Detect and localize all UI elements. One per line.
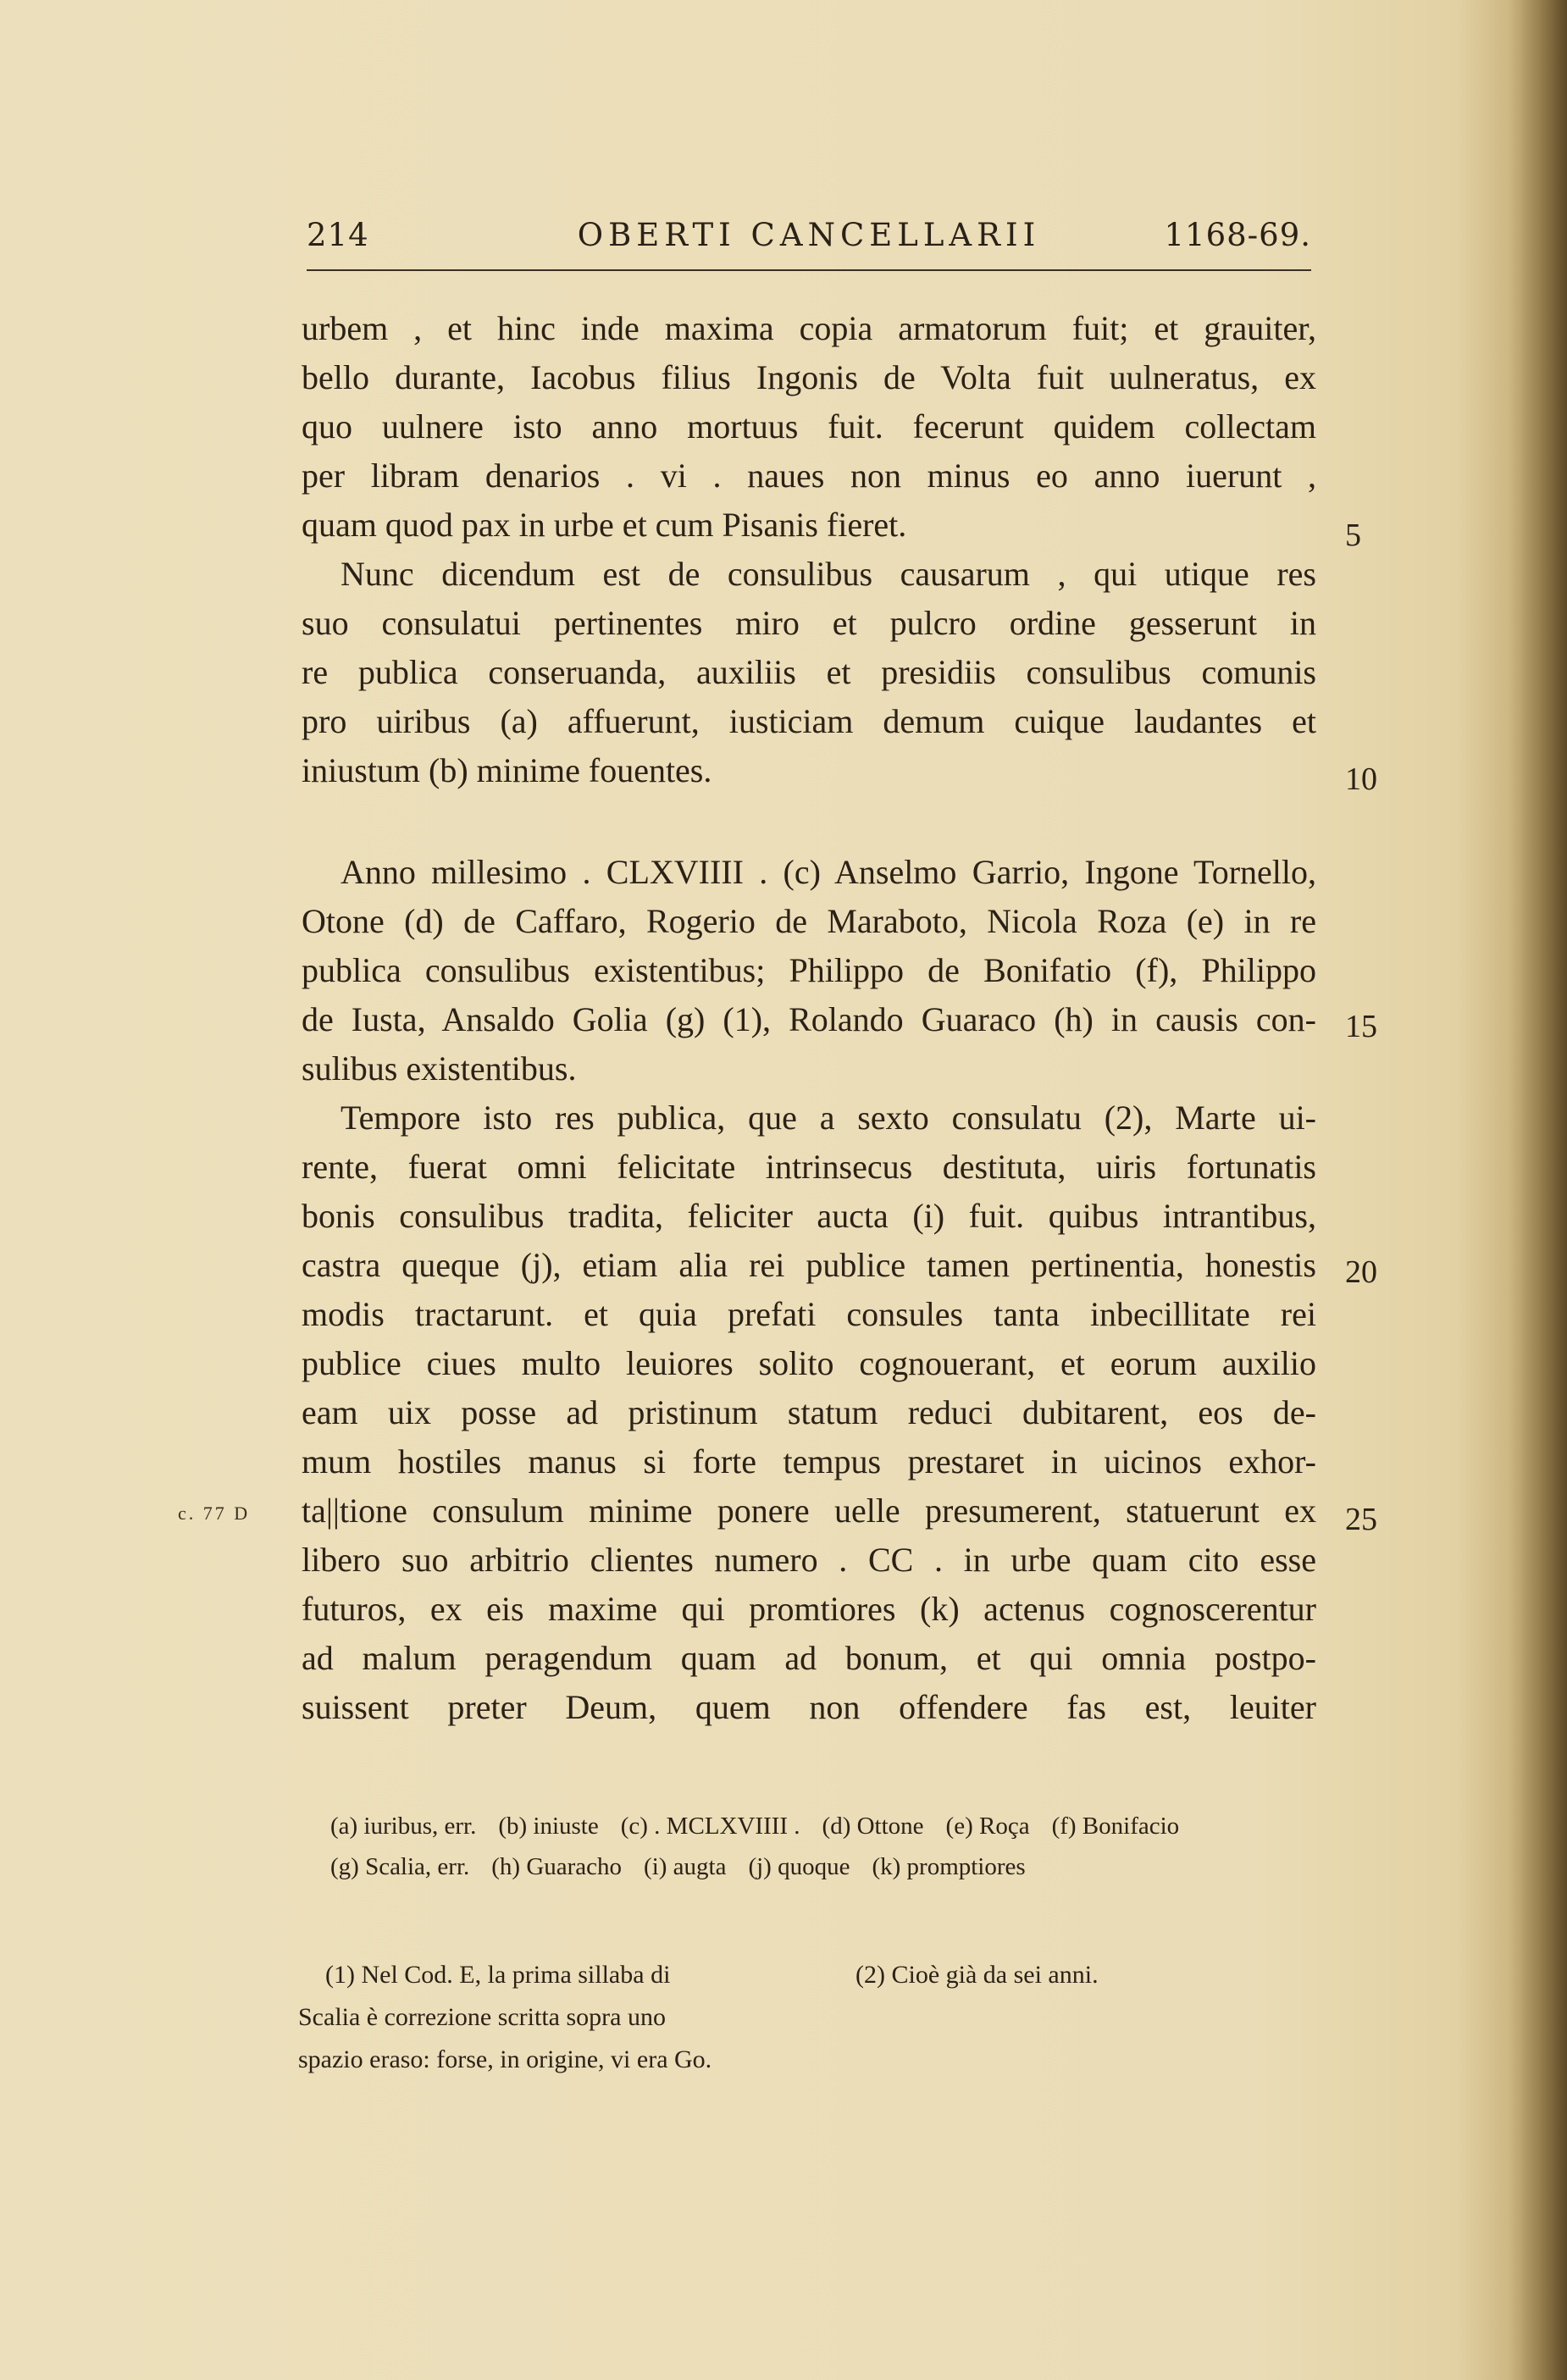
note-1-line: spazio eraso: forse, in origine, vi era Go. (298, 2045, 712, 2073)
text-line: sulibus existentibus. (302, 1049, 577, 1088)
text-line: pro uiribus (a) affuerunt, iusticiam demum cuique laudantes et (302, 702, 1316, 740)
text-line: Anno millesimo . CLXVIIII . (c) Anselmo Garrio, Ingone Tornello, (341, 853, 1316, 891)
text-line: rente, fuerat omni felicitate intrinsecus destituta, uiris fortunatis (302, 1148, 1316, 1186)
text-line: eam uix posse ad pristinum statum reduci dubitarent, eos de- (302, 1393, 1316, 1431)
line-number: 10 (1345, 761, 1377, 797)
apparatus-entry: (i) augta (644, 1853, 727, 1880)
apparatus-row (330, 1807, 1313, 1846)
note-1-line: Scalia è correzione scritta sopra uno (298, 2003, 666, 2031)
header-years: 1168-69. (1164, 217, 1311, 253)
text-line: bello durante, Iacobus filius Ingonis de Volta fuit uulneratus, ex (302, 358, 1316, 396)
text-line: quam quod pax in urbe et cum Pisanis fieret. (302, 506, 907, 544)
line-number: 20 (1345, 1254, 1377, 1290)
apparatus-entry: (c) . MCLXVIIII . (620, 1813, 800, 1840)
text-line: Tempore isto res publica, que a sexto consulatu (2), Marte ui- (341, 1099, 1316, 1137)
apparatus-entry: (k) promptiores (872, 1853, 1026, 1880)
apparatus-entry: (a) iuribus, err. (330, 1813, 477, 1840)
page-number: 214 (307, 217, 369, 253)
text-line: suissent preter Deum, quem non offendere fas est, leuiter (302, 1688, 1316, 1726)
apparatus-entry: (e) Roça (945, 1813, 1030, 1840)
text-line: Otone (d) de Caffaro, Rogerio de Maraboto, Nicola Roza (e) in re (302, 902, 1316, 940)
header-rule (307, 269, 1311, 271)
apparatus-entry: (h) Guaracho (491, 1853, 623, 1880)
text-line: re publica conseruanda, auxiliis et presidiis consulibus comunis (302, 653, 1316, 691)
text-line: mum hostiles manus si forte tempus prestaret in uicinos exhor- (302, 1442, 1316, 1481)
running-header (307, 217, 1311, 268)
text-line: de Iusta, Ansaldo Golia (g) (1), Rolando Guaraco (h) in causis con- (302, 1000, 1316, 1038)
text-line: publica consulibus existentibus; Philippo de Bonifatio (f), Philippo (302, 951, 1316, 989)
text-line: quo uulnere isto anno mortuus fuit. fecerunt quidem collectam (302, 407, 1316, 446)
text-line: ta||tione consulum minime ponere uelle presumerent, statuerunt ex (302, 1492, 1316, 1530)
apparatus-entry: (d) Ottone (822, 1813, 924, 1840)
line-number: 5 (1345, 518, 1361, 553)
text-line: libero suo arbitrio clientes numero . CC . in urbe quam cito esse (302, 1541, 1316, 1579)
note-1-line: (1) Nel Cod. E, la prima sillaba di (325, 1961, 671, 1989)
text-line: suo consulatui pertinentes miro et pulcro ordine gesserunt in (302, 604, 1316, 642)
text-line: futuros, ex eis maxime qui promtiores (k) actenus cognoscerentur (302, 1590, 1316, 1628)
apparatus-entry: (g) Scalia, err. (330, 1853, 470, 1880)
running-title: OBERTI CANCELLARII (577, 217, 1041, 253)
apparatus-entry: (f) Bonifacio (1051, 1813, 1180, 1840)
text-line: modis tractarunt. et quia prefati consules tanta inbecillitate rei (302, 1295, 1316, 1333)
text-line: urbem , et hinc inde maxima copia armatorum fuit; et grauiter, (302, 309, 1316, 347)
text-line: bonis consulibus tradita, feliciter aucta (i) fuit. quibus intrantibus, (302, 1197, 1316, 1235)
text-line: publice ciues multo leuiores solito cognouerant, et eorum auxilio (302, 1344, 1316, 1382)
margin-folio-note: c. 77 D (178, 1503, 251, 1524)
text-line: ad malum peragendum quam ad bonum, et qui omnia postpo- (302, 1639, 1316, 1677)
text-line: iniustum (b) minime fouentes. (302, 751, 712, 789)
text-line: per libram denarios . vi . naues non minus eo anno iuerunt , (302, 457, 1316, 495)
page-edge-shadow (1508, 0, 1567, 2380)
note-2: (2) Cioè già da sei anni. (855, 1961, 1099, 1989)
line-number: 15 (1345, 1009, 1377, 1044)
apparatus-entry: (b) iniuste (498, 1813, 599, 1840)
apparatus-row (330, 1847, 1313, 1886)
apparatus-entry: (j) quoque (748, 1853, 850, 1880)
text-line: castra queque (j), etiam alia rei publice tamen pertinentia, honestis (302, 1246, 1316, 1284)
text-line: Nunc dicendum est de consulibus causarum , qui utique res (341, 555, 1316, 593)
line-number: 25 (1345, 1502, 1377, 1537)
